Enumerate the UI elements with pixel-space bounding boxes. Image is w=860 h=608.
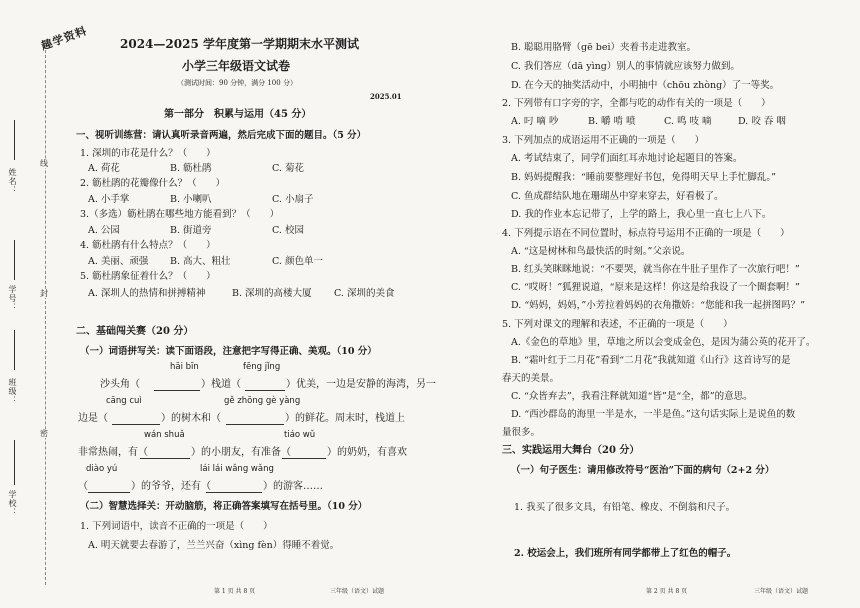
sentence-1: 1. 我买了很多文具，有铅笔、橡皮、不倒翁和尺子。	[514, 502, 736, 513]
margin-school-label: 学校：	[8, 490, 17, 517]
q2-option: B. 小喇叭	[170, 194, 212, 205]
choice-q3-option-c: C. 鱼成群结队地在珊瑚丛中穿来穿去，好看极了。	[511, 191, 724, 202]
footer-left-page: 第 1 页 共 8 页	[214, 588, 256, 595]
subsection-two-heading: （二）智慧选择关：开动脑筋，将正确答案填写在括号里。（10 分）	[80, 501, 368, 512]
footer-left-tag: 三年级（语文）试题	[330, 588, 385, 595]
margin-name-label: 姓名：	[8, 168, 17, 195]
passage-line3-a: 非常热闹，有（	[78, 447, 148, 458]
pinyin-gezhonggeyang: gě zhōng gè yàng	[224, 396, 301, 406]
pinyin-wanshua: wán shuǎ	[144, 430, 185, 440]
pinyin-fengjing: fēng jǐng	[243, 362, 281, 372]
sentence-doctor-heading: （一）句子医生：请用修改符号“医治”下面的病句（2+2 分）	[511, 465, 775, 476]
passage-line2-c: ）的鲜花。周末时，栈道上	[285, 413, 405, 424]
school-field[interactable]	[14, 440, 15, 485]
blank-wanshua[interactable]	[140, 458, 190, 459]
exam-title: 2024—2025 学年度第一学期期末水平测试	[120, 37, 359, 51]
blank-cangcui[interactable]	[112, 424, 160, 425]
blank-diaoyu[interactable]	[88, 492, 130, 493]
choice-q5-option-d-cont: 量很多。	[502, 427, 541, 438]
passage-line1-a: 沙头角（	[100, 379, 140, 390]
choice-q1-option-c: C. 我们答应（dā yìng）别人的事情就应该努力做到。	[511, 61, 740, 72]
passage-line2-b: ）的树木和（	[161, 413, 221, 424]
q3: 3.（多选）簕杜鹃在哪些地方能看到？（ ）	[80, 209, 280, 220]
pinyin-haibin: hāi bīn	[170, 362, 199, 372]
sentence-2: 2. 校运会上，我们班所有同学都带上了红色的帽子。	[514, 548, 737, 559]
passage-line1-c: ）优美，一边是安静的海湾，另一	[286, 379, 436, 390]
section-two-heading: 二、基础闯关赛（20 分）	[76, 326, 194, 337]
q1-option: A. 荷花	[88, 163, 120, 174]
blank-fengjing[interactable]	[245, 390, 285, 391]
seal-line-char: 线	[40, 159, 48, 168]
choice-q5-option-a: A.《金色的草地》里，草地之所以会变成金色，是因为蒲公英的花开了。	[511, 337, 816, 348]
q2-option: A. 小手掌	[88, 194, 130, 205]
choice-q5-option-d: D. “西沙群岛的海里一半是水，一半是鱼。”这句话实际上是说鱼的数	[511, 409, 796, 420]
q2-option: C. 小扇子	[272, 194, 314, 205]
q3-option: B. 街道旁	[170, 225, 212, 236]
choice-q2-option: D. 咬 吞 咽	[738, 116, 786, 127]
seal-secret-char: 密	[40, 429, 48, 438]
blank-gezhonggeyang[interactable]	[226, 424, 284, 425]
choice-q4-option-c: C. “哎呀！”狐狸说道，“原来是这样！你这是给我设了一个圈套啊！”	[511, 282, 800, 293]
choice-q5-option-c: C. “众皆弃去”，我看注释就知道“皆”是“全，都”的意思。	[511, 391, 753, 402]
blank-laolaiwangwang[interactable]	[206, 492, 262, 493]
passage-line3-c: ）的奶奶，有喜欢	[327, 447, 407, 458]
choice-q4-option-a: A. “这是树林和鸟最快活的时刻。”父亲说。	[511, 246, 691, 257]
margin-number-label: 学号：	[8, 285, 17, 312]
number-field[interactable]	[14, 240, 15, 280]
choice-q1: 1. 下列词语中，读音不正确的一项是（ ）	[80, 521, 273, 532]
q5-option: C. 深圳的美食	[334, 288, 395, 299]
passage-line4-b: ）的爷爷，还有（	[131, 481, 211, 492]
q4: 4. 簕杜鹃有什么特点？（ ）	[80, 240, 216, 251]
seal-seal-char: 封	[40, 289, 48, 298]
section-one-heading: 一、视听训练营：请认真听录音两遍，然后完成下面的题目。（5 分）	[76, 130, 367, 141]
section-three-heading: 三、实践运用大舞台（20 分）	[502, 445, 640, 456]
choice-q4-option-d: D. “妈妈，妈妈，”小芳拉着妈妈的衣角撒娇：“您能和我一起拼图吗？”	[511, 300, 805, 311]
choice-q1-option-a: A. 明天就要去春游了，兰兰兴奋（xìng fèn）得睡不着觉。	[88, 540, 340, 551]
choice-q2-option: B. 嚼 啃 喷	[588, 116, 636, 127]
q3-option: C. 校园	[272, 225, 304, 236]
footer-right-page: 第 2 页 共 8 页	[646, 588, 688, 595]
choice-q1-option-d: D. 在今天的抽奖活动中，小明抽中（chōu zhòng）了一等奖。	[511, 80, 780, 91]
q1-option: B. 簕杜鹃	[170, 163, 212, 174]
q5-option: A. 深圳人的热情和拼搏精神	[88, 288, 206, 299]
q5-option: B. 深圳的高楼大厦	[232, 288, 312, 299]
pinyin-laolaiwangwang: lái lái wǎng wǎng	[200, 464, 274, 474]
q4-option: B. 高大、粗壮	[170, 256, 231, 267]
q4-option: A. 美丽、顽强	[88, 256, 149, 267]
choice-q3-option-b: B. 妈妈提醒我：“睡前要整理好书包，免得明天早上手忙脚乱。”	[511, 172, 776, 183]
q3-option: A. 公园	[88, 225, 120, 236]
passage-line2-a: 边是（	[78, 413, 108, 424]
passage-line4-c: ）的游客……	[263, 481, 323, 492]
passage-line3-b: ）的小朋友，有准备（	[191, 447, 291, 458]
exam-meta: （测试时间：90 分钟，满分 100 分）	[177, 79, 297, 87]
exam-date: 2025.01	[370, 92, 402, 101]
part-one-heading: 第一部分 积累与运用（45 分）	[164, 109, 312, 120]
q5: 5. 簕杜鹃象征着什么？（ ）	[80, 271, 216, 282]
choice-q4: 4. 下列提示语在不同位置时，标点符号运用不正确的一项是（ ）	[502, 228, 790, 239]
binding-line	[45, 40, 46, 585]
choice-q2: 2. 下列带有口字旁的字，全都与吃的动作有关的一项是（ ）	[502, 98, 771, 109]
stamp-watermark: 趣学资料	[39, 24, 89, 53]
q4-option: C. 颜色单一	[272, 256, 323, 267]
pinyin-tiaowu: tiáo wǔ	[284, 430, 316, 440]
q2: 2. 簕杜鹃的花瓣像什么？（ ）	[80, 178, 226, 189]
q1-option: C. 菊花	[272, 163, 304, 174]
choice-q1-option-b: B. 聪聪用胳臂（gē bei）夹着书走进教室。	[511, 42, 696, 53]
passage-line4-a: （	[78, 481, 88, 492]
q1: 1. 深圳的市花是什么？（ ）	[80, 148, 216, 159]
choice-q5: 5. 下列对课文的理解和表述，不正确的一项是（ ）	[502, 319, 733, 330]
class-field[interactable]	[14, 330, 15, 370]
choice-q5-option-b-cont: 春天的美景。	[502, 373, 560, 384]
choice-q3-option-d: D. 我的作业本忘记带了，上学的路上，我心里一直七上八下。	[511, 209, 772, 220]
choice-q2-option: A. 叼 嘀 吵	[511, 116, 559, 127]
name-field[interactable]	[14, 120, 15, 160]
choice-q3: 3. 下列加点的成语运用不正确的一项是（ ）	[502, 135, 705, 146]
margin-class-label: 班级：	[8, 378, 17, 405]
footer-right-tag: 三年级（语文）试题	[754, 588, 809, 595]
choice-q4-option-b: B. 红头笑眯眯地说：“不要哭，就当你在牛肚子里作了一次旅行吧！”	[511, 264, 800, 275]
passage-line1-b: ）栈道（	[201, 379, 241, 390]
subsection-one-heading: （一）词语拼写关：读下面语段，注意把字写得正确、美观。（10 分）	[80, 346, 377, 357]
pinyin-diaoyu: diào yú	[86, 464, 118, 474]
choice-q5-option-b: B. “霜叶红于二月花”看到“二月花”我就知道《山行》这首诗写的是	[511, 355, 791, 366]
choice-q3-option-a: A. 考试结束了，同学们面红耳赤地讨论起题目的答案。	[511, 153, 743, 164]
pinyin-cangcui: cāng cuì	[106, 396, 142, 406]
blank-haibin[interactable]	[154, 390, 200, 391]
exam-subtitle: 小学三年级语文试卷	[182, 59, 291, 73]
choice-q2-option: C. 鸣 吱 嘀	[664, 116, 712, 127]
blank-tiaowu[interactable]	[282, 458, 326, 459]
